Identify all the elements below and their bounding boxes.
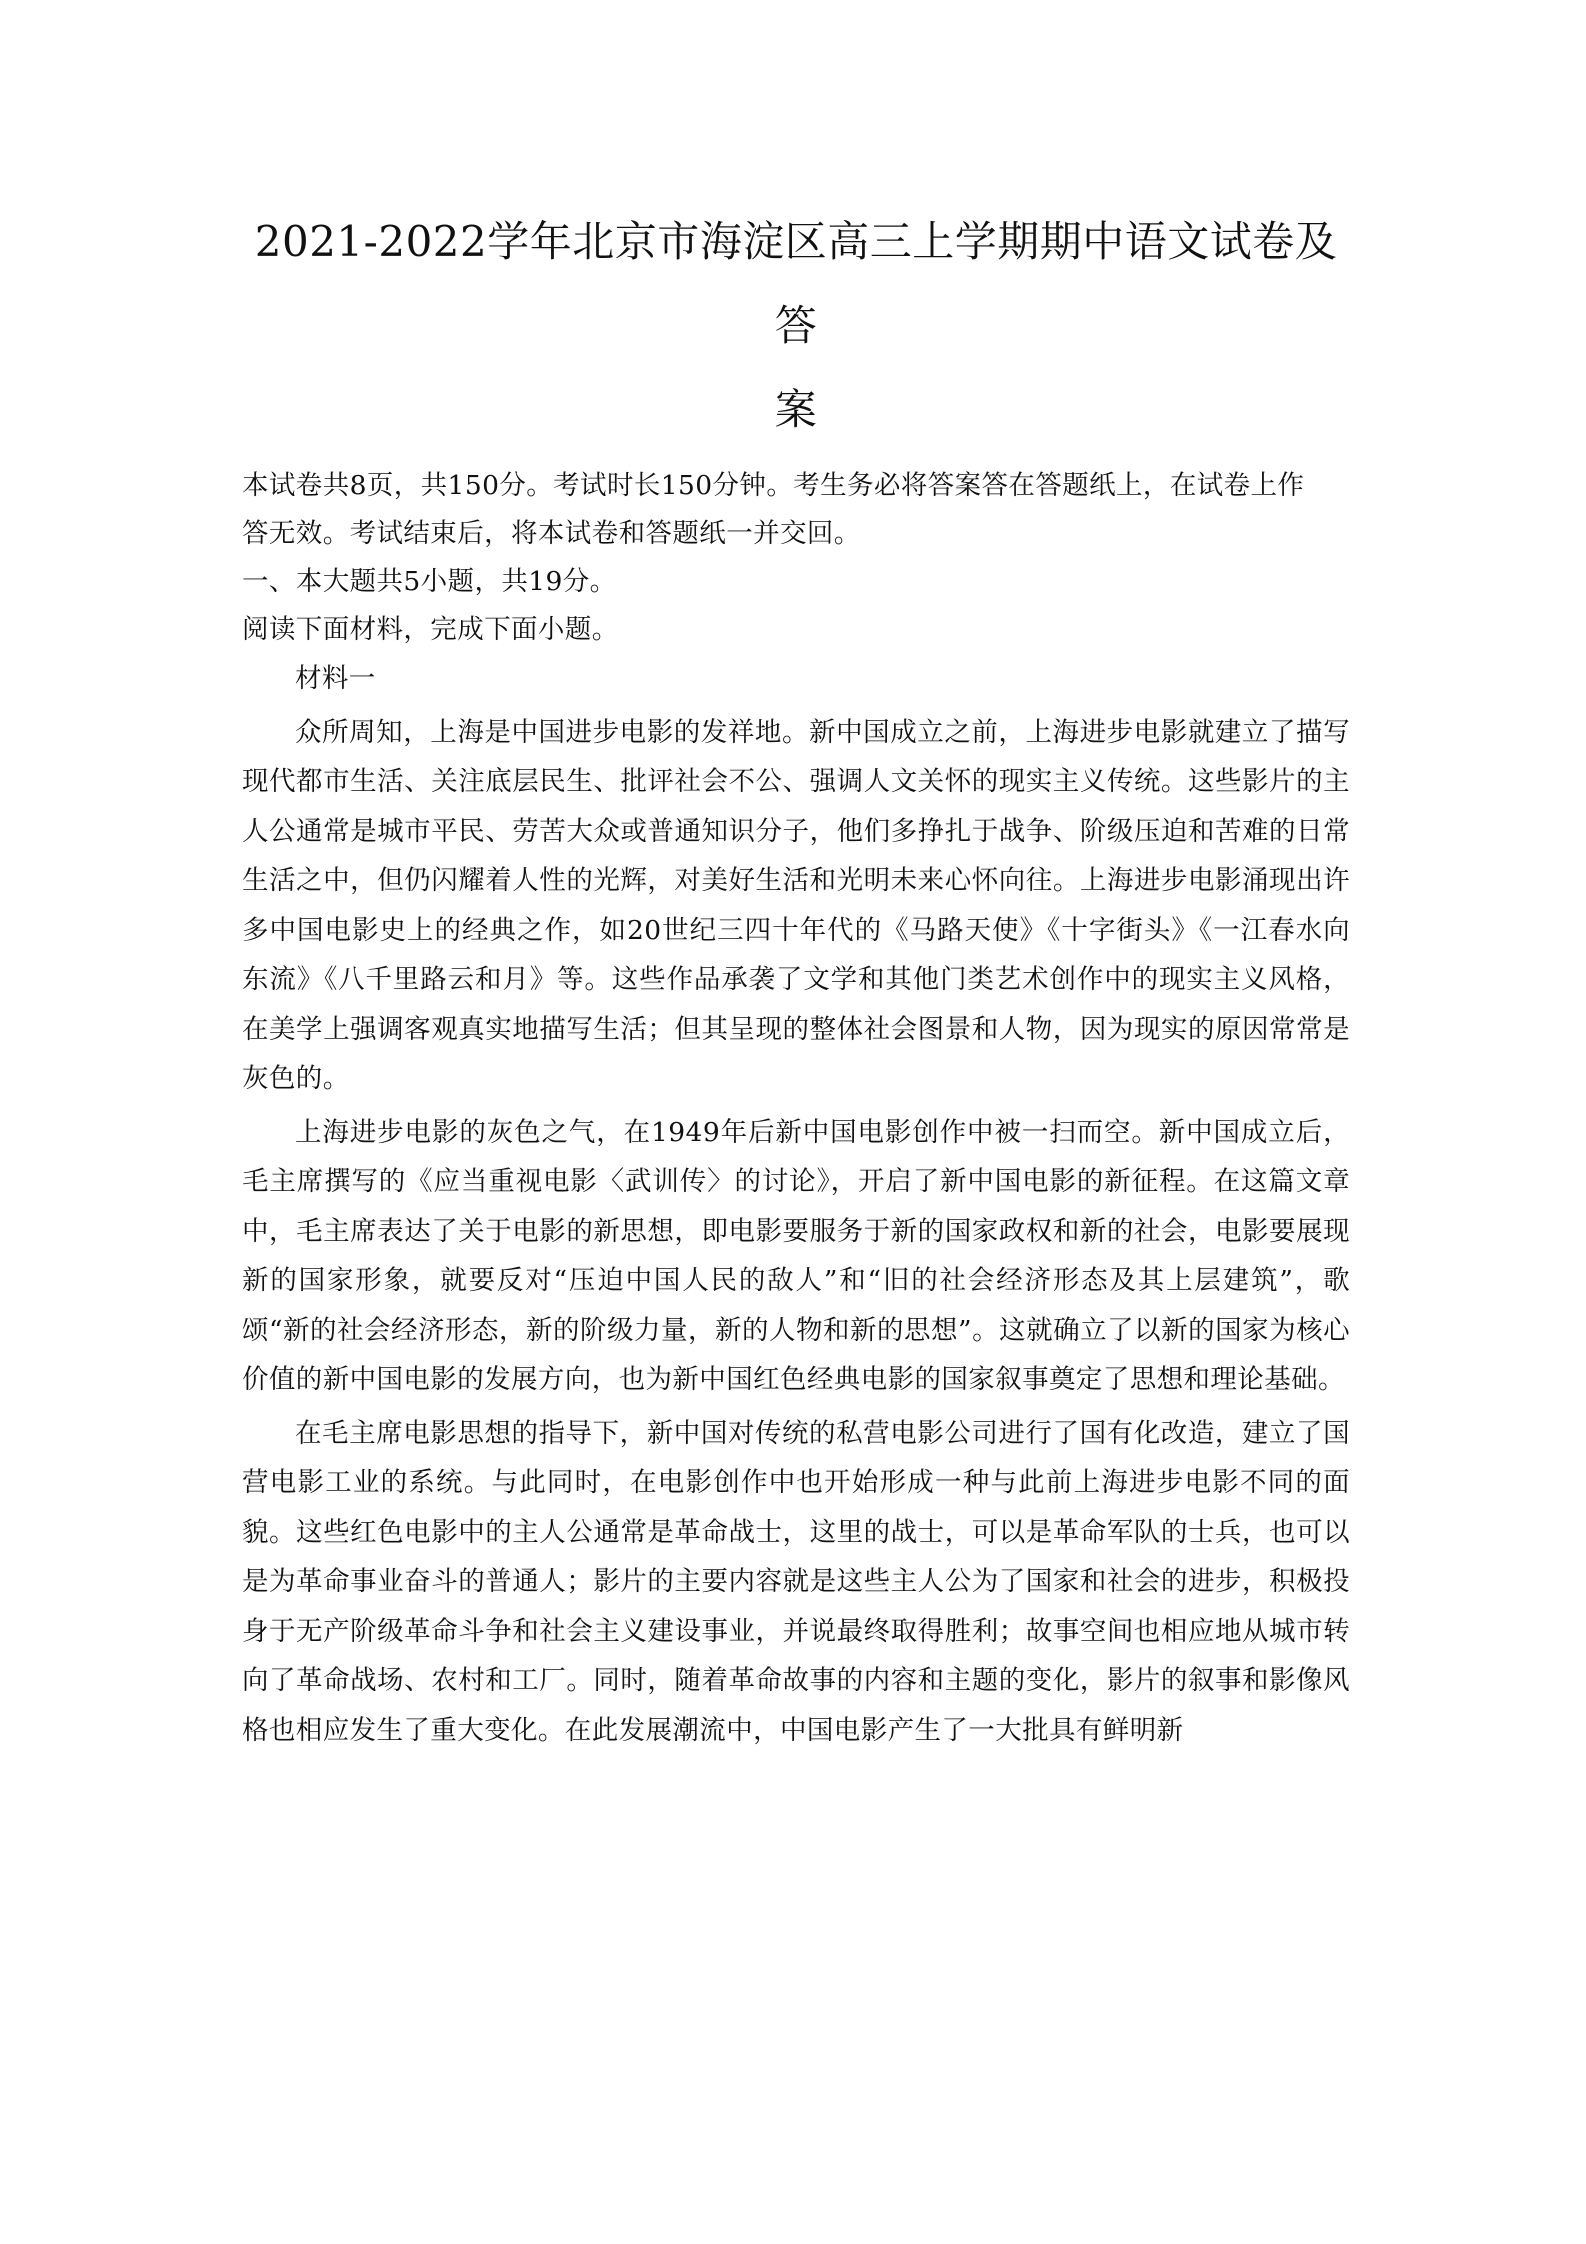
body-paragraph-1: 众所周知，上海是中国进步电影的发祥地。新中国成立之前，上海进步电影就建立了描写现代都市生活、关注底层民生、批评社会不公、强调人文关怀的现实主义传统。这些影片的主人公通常是城市平民、劳苦大众或普通知识分子，他们多挣扎于战争、阶级压迫和苦难的日常生活之中，但仍闪耀着人性的光辉，对美好生活和光明未来心怀向往。上海进步电影涌现出许多中国电影史上的经典之作，如20世纪三四十年代的《马路天使》《十字街头》《一江春水向东流》《八千里路云和月》等。这些作品承袭了文学和其他门类艺术创作中的现实主义风格，在美学上强调客观真实地描写生活；但其呈现的整体社会图景和人物，因为现实的原因常常是灰色的。	[242, 716, 1350, 1094]
document-content	[242, 200, 1350, 1755]
document-title	[242, 200, 1350, 452]
material-label: 材料一	[295, 663, 376, 694]
intro-line-1: 本试卷共8页，共150分。考试时长150分钟。考生务必将答案答在答题纸上，在试卷上作	[242, 470, 1305, 501]
instruction-text: 阅读下面材料，完成下面小题。	[242, 614, 619, 645]
body-paragraph-3: 在毛主席电影思想的指导下，新中国对传统的私营电影公司进行了国有化改造，建立了国营电影工业的系统。与此同时，在电影创作中也开始形成一种与此前上海进步电影不同的面貌。这些红色电影中的主人公通常是革命战士，这里的战士，可以是革命军队的士兵，也可以是为革命事业奋斗的普通人；影片的主要内容就是这些主人公为了国家和社会的进步，积极投身于无产阶级革命斗争和社会主义建设事业，并说最终取得胜利；故事空间也相应地从城市转向了革命战场、农村和工厂。同时，随着革命故事的内容和主题的变化，影片的叙事和影像风格也相应发生了重大变化。在此发展潮流中，中国电影产生了一大批具有鲜明新	[242, 1417, 1350, 1746]
intro-line-2: 答无效。考试结束后，将本试卷和答题纸一并交回。	[242, 518, 861, 549]
section-heading: 一、本大题共5小题，共19分。	[242, 566, 617, 597]
title-line-1: 2021-2022学年北京市海淀区高三上学期期中语文试卷及答	[254, 217, 1338, 350]
title-line-2: 案	[774, 385, 818, 434]
body-paragraph-2: 上海进步电影的灰色之气，在1949年后新中国电影创作中被一扫而空。新中国成立后，毛主席撰写的《应当重视电影〈武训传〉的讨论》，开启了新中国电影的新征程。在这篇文章中，毛主席表达了关于电影的新思想，即电影要服务于新的国家政权和新的社会，电影要展现新的国家形象，就要反对“压迫中国人民的敌人”和“旧的社会经济形态及其上层建筑”，歌颂“新的社会经济形态，新的阶级力量，新的人物和新的思想”。这就确立了以新的国家为核心价值的新中国电影的发展方向，也为新中国红色经典电影的国家叙事奠定了思想和理论基础。	[242, 1116, 1350, 1395]
